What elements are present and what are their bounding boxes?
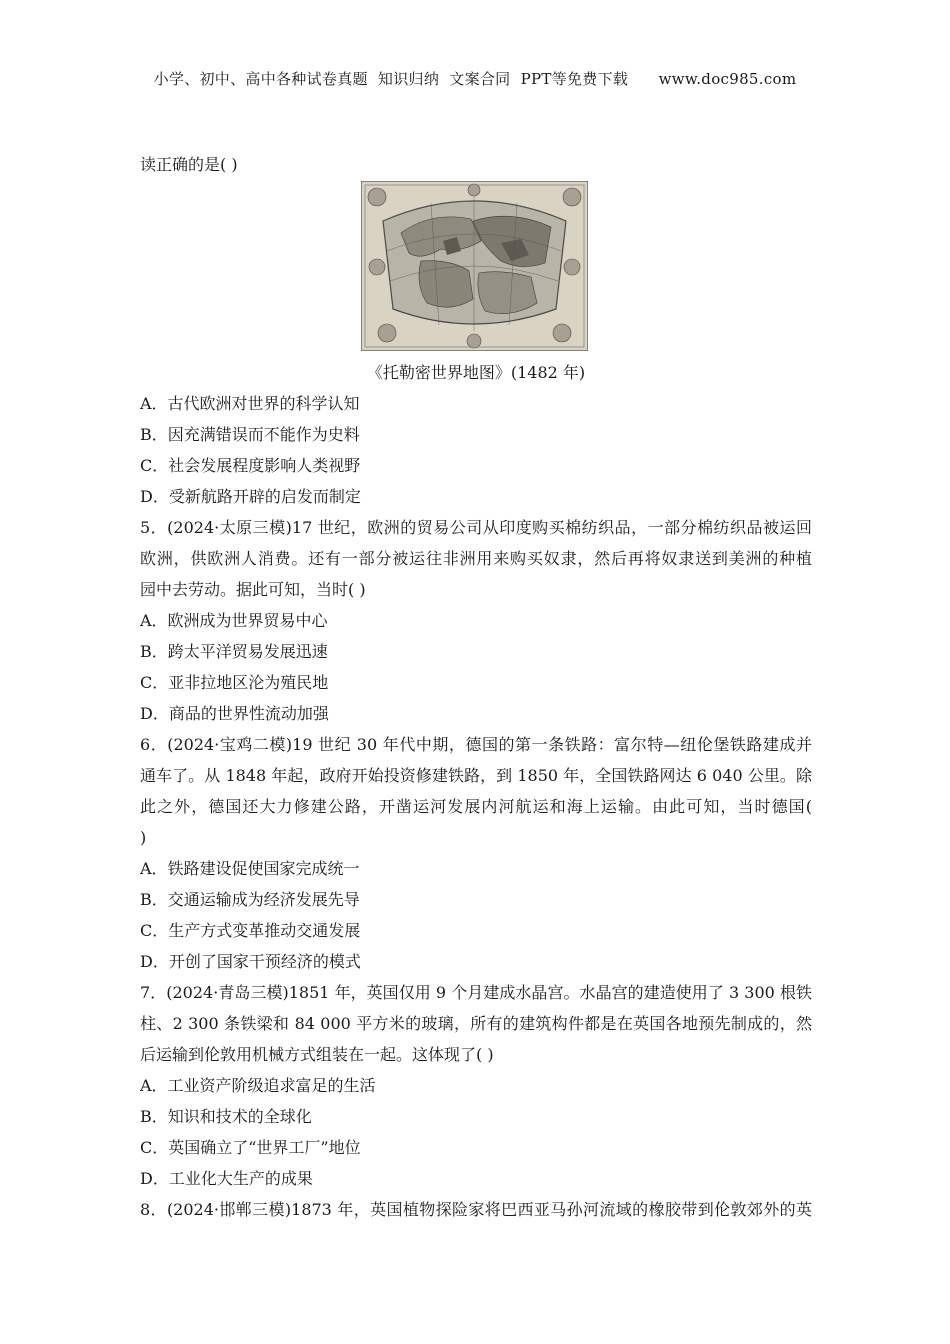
- q5-stem-line-1: 5．(2024·太原三模)17 世纪，欧洲的贸易公司从印度购买棉纺织品，一部分棉纺织品被运回: [140, 518, 812, 537]
- q5-option-c: C．亚非拉地区沦为殖民地: [140, 673, 329, 692]
- q6-stem-line-3: 此之外，德国还大力修建公路，开凿运河发展内河航运和海上运输。由此可知，当时德国(: [140, 797, 812, 816]
- q6-option-a: A．铁路建设促使国家完成统一: [140, 859, 360, 878]
- q4-option-a: A．古代欧洲对世界的科学认知: [140, 394, 360, 413]
- q4-stem-end: 读正确的是( ): [140, 155, 238, 174]
- q6-option-c: C．生产方式变革推动交通发展: [140, 921, 361, 940]
- q7-stem-line-2: 柱、2 300 条铁梁和 84 000 平方米的玻璃，所有的建筑构件都是在英国各地预先制成的，然: [140, 1014, 812, 1033]
- page-content: [140, 149, 812, 1225]
- q4-option-d: D．受新航路开辟的启发而制定: [140, 487, 361, 506]
- q5-stem-line-2: 欧洲，供欧洲人消费。还有一部分被运往非洲用来购买奴隶，然后再将奴隶送到美洲的种植: [140, 549, 812, 568]
- q6-stem-line-4: ): [140, 828, 147, 847]
- q8-stem-line-1: 8．(2024·邯郸三模)1873 年，英国植物探险家将巴西亚马孙河流域的橡胶带到伦敦郊外的英: [140, 1200, 812, 1219]
- q6-stem-line-1: 6．(2024·宝鸡二模)19 世纪 30 年代中期，德国的第一条铁路：富尔特—纽伦堡铁路建成并: [140, 735, 812, 754]
- q5-stem-line-3: 园中去劳动。据此可知，当时( ): [140, 580, 366, 599]
- ptolemy-world-map-image: [361, 181, 588, 351]
- q7-option-c: C．英国确立了“世界工厂”地位: [140, 1138, 361, 1157]
- q5-option-d: D．商品的世界性流动加强: [140, 704, 329, 723]
- q5-option-a: A．欧洲成为世界贸易中心: [140, 611, 328, 630]
- figure-caption: 《托勒密世界地图》(1482 年): [366, 363, 586, 382]
- q6-option-d: D．开创了国家干预经济的模式: [140, 952, 361, 971]
- q6-option-b: B．交通运输成为经济发展先导: [140, 890, 360, 909]
- q7-stem-line-1: 7．(2024·青岛三模)1851 年，英国仅用 9 个月建成水晶宫。水晶宫的建造使用了 3 300 根铁: [140, 983, 812, 1002]
- page-header: 小学、初中、高中各种试卷真题 知识归纳 文案合同 PPT等免费下载 www.doc985.com: [153, 70, 797, 88]
- q6-stem-line-2: 通车了。从 1848 年起，政府开始投资修建铁路，到 1850 年，全国铁路网达 6 040 公里。除: [140, 766, 812, 785]
- q5-option-b: B．跨太平洋贸易发展迅速: [140, 642, 328, 661]
- q7-option-a: A．工业资产阶级追求富足的生活: [140, 1076, 376, 1095]
- q7-option-d: D．工业化大生产的成果: [140, 1169, 313, 1188]
- q7-option-b: B．知识和技术的全球化: [140, 1107, 312, 1126]
- q4-option-c: C．社会发展程度影响人类视野: [140, 456, 361, 475]
- q7-stem-line-3: 后运输到伦敦用机械方式组装在一起。这体现了( ): [140, 1045, 494, 1064]
- figure: [140, 181, 812, 353]
- q4-option-b: B．因充满错误而不能作为史料: [140, 425, 360, 444]
